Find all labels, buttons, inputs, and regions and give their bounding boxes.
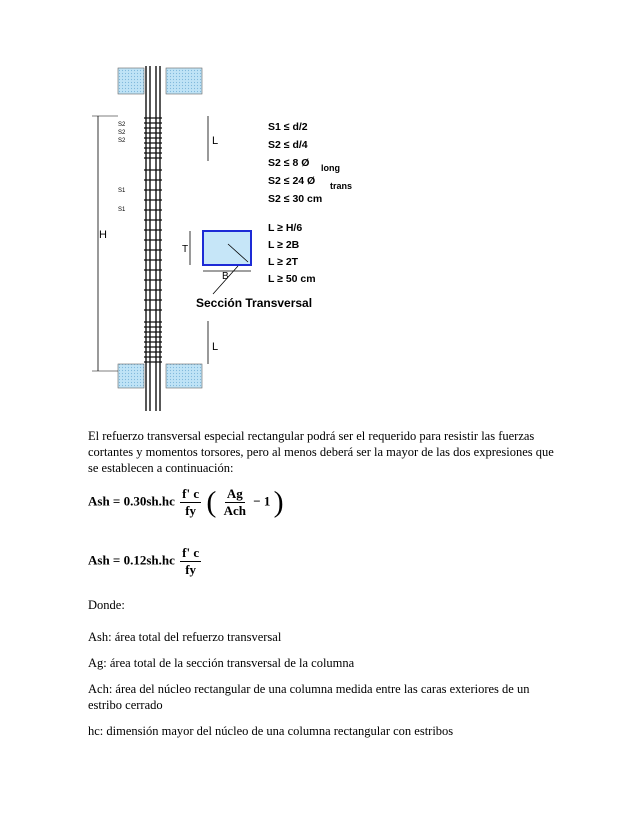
label-s1-2: S1 (118, 207, 126, 213)
label-L-top: L (212, 135, 219, 147)
label-H: H (99, 229, 107, 241)
definition-ach: Ach: área del núcleo rectangular de una columna medida entre las caras exteriores de un estribo cerrado (88, 682, 530, 712)
label-B: B (222, 271, 229, 282)
label-s1-1: S1 (118, 188, 126, 194)
svg-text:S2 ≤ d/4: S2 ≤ d/4 (268, 139, 308, 151)
svg-text:long: long (321, 163, 340, 173)
svg-text:S2 ≤ 30 cm: S2 ≤ 30 cm (268, 193, 323, 205)
svg-text:L ≥ H/6: L ≥ H/6 (268, 222, 303, 234)
definition-ag: Ag: área total de la sección transversal de la columna (88, 656, 355, 670)
spacing-rules (268, 121, 352, 205)
length-rules (268, 222, 316, 285)
label-s2-1: S2 (118, 122, 126, 128)
top-slab-right (166, 68, 202, 94)
label-L-bottom: L (212, 341, 219, 353)
bottom-slab-left (118, 364, 144, 388)
top-slab-left (118, 68, 144, 94)
label-s2-3: S2 (118, 138, 126, 144)
svg-text:L ≥ 2T: L ≥ 2T (268, 256, 299, 268)
formula-ash-012: Ash = 0.12sh.hc $\frac{f' c}{fy}$ (88, 545, 200, 577)
label-s2-2: S2 (118, 130, 126, 136)
svg-text:L ≥ 50 cm: L ≥ 50 cm (268, 273, 316, 285)
formula-ash-030: Ash = 0.30sh.hc $\frac{f' c}{fy}$ ( $\frac{Ag}{\text{Ach}}$ − 1 ) (88, 485, 284, 519)
column-reinforcement-diagram (88, 66, 368, 416)
definitions-title: Donde: (88, 598, 125, 612)
definition-hc: hc: dimensión mayor del núcleo de una columna rectangular con estribos (88, 724, 454, 738)
section-caption: Sección Transversal (196, 296, 313, 310)
definition-ash: Ash: área total del refuerzo transversal (88, 630, 282, 644)
bottom-slab-right (166, 364, 202, 388)
intro-paragraph: El refuerzo transversal especial rectangular podrá ser el requerido para resistir las fuerzas cortantes y momentos torsores, pero al menos deberá ser la mayor de las dos expresiones que se establecen a continuación: (88, 429, 554, 475)
svg-text:S2 ≤ 24 Ø: S2 ≤ 24 Ø (268, 175, 316, 187)
svg-text:S1 ≤ d/2: S1 ≤ d/2 (268, 121, 308, 133)
svg-text:S2 ≤ 8 Ø: S2 ≤ 8 Ø (268, 157, 310, 169)
svg-text:trans: trans (330, 181, 353, 191)
label-T: T (182, 244, 189, 255)
svg-text:L ≥ 2B: L ≥ 2B (268, 239, 300, 251)
cross-section (203, 231, 251, 265)
